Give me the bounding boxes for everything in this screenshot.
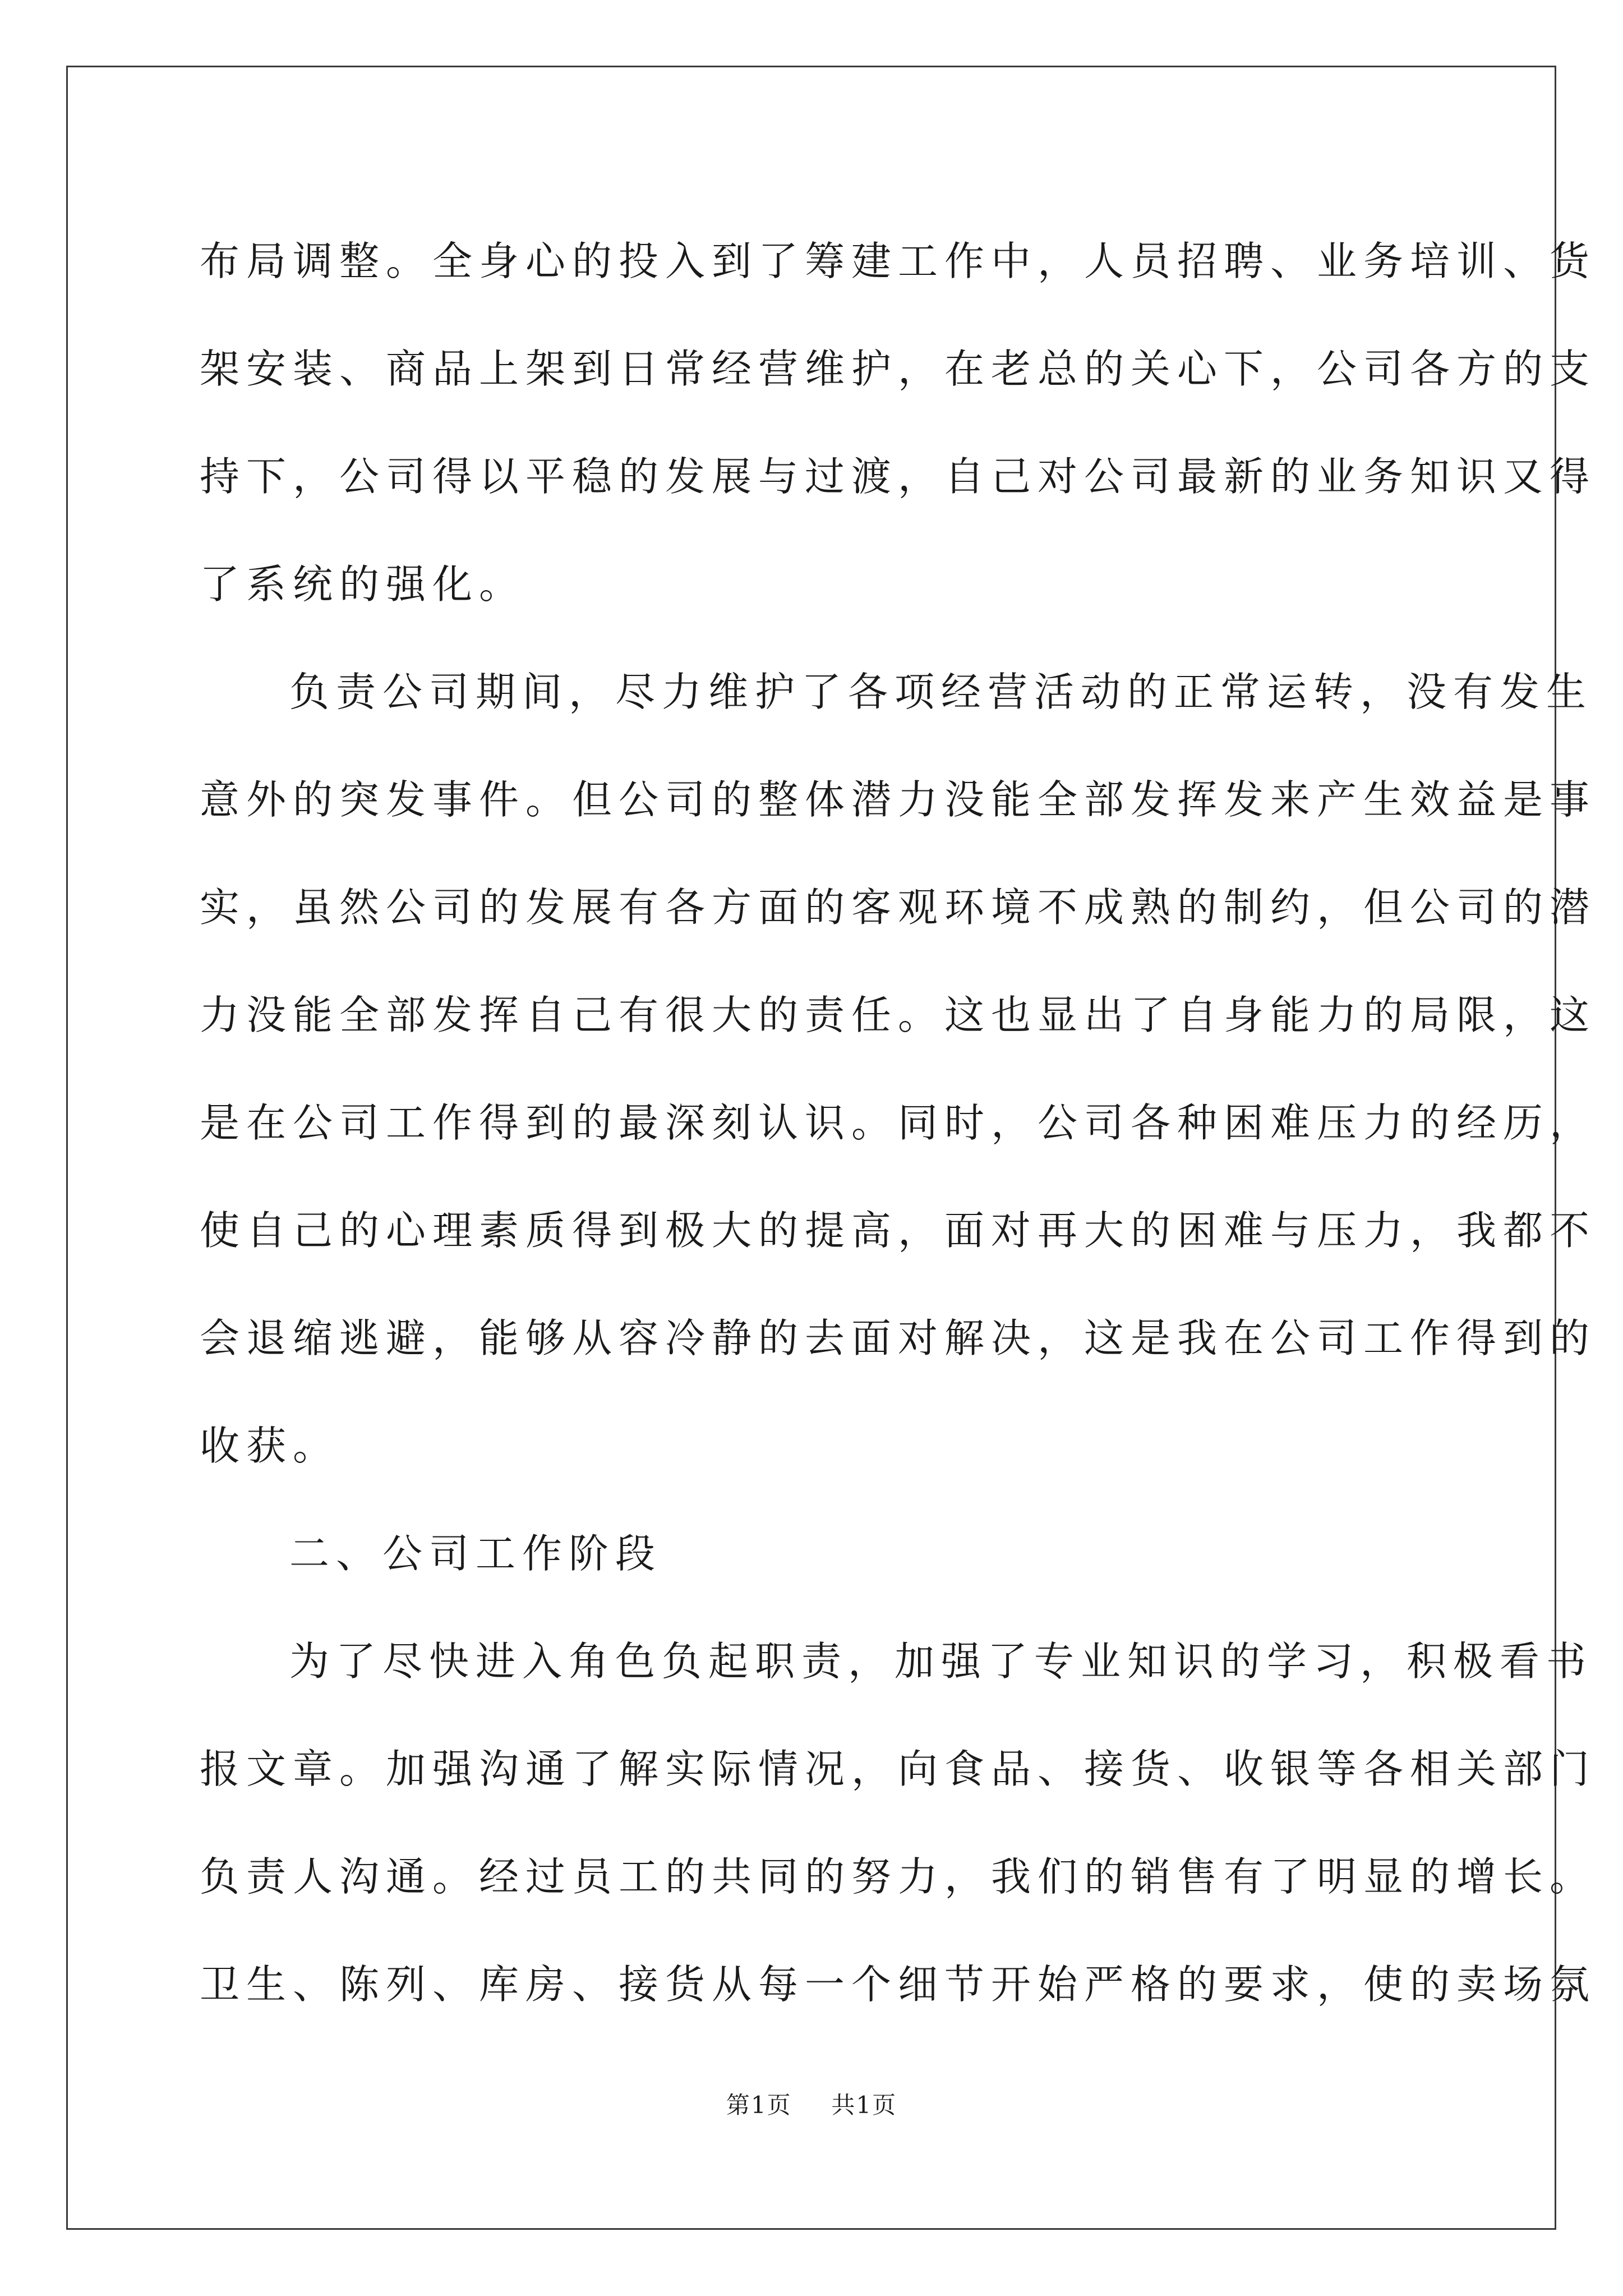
paragraph-3 [200,1608,1597,2039]
text-line: 使自己的心理素质得到极大的提高，面对再大的困难与压力，我都不 [200,1207,1597,1254]
paragraph-1 [200,208,1597,638]
text-line: 架安装、商品上架到日常经营维护，在老总的关心下，公司各方的支 [200,346,1597,392]
document-body [200,208,1597,2039]
text-line: 收获。 [200,1423,340,1469]
text-line: 二、公司工作阶段 [289,1530,662,1577]
paragraph-2 [200,638,1597,1500]
text-line: 了系统的强化。 [200,561,526,608]
text-line: 持下，公司得以平稳的发展与过渡，自己对公司最新的业务知识又得 [200,453,1597,500]
text-line: 布局调整。全身心的投入到了筹建工作中，人员招聘、业务培训、货 [200,238,1597,284]
text-line: 会退缩逃避，能够从容冷静的去面对解决，这是我在公司工作得到的 [200,1315,1597,1361]
page-number: 第1页 [726,2091,792,2119]
text-line: 为了尽快进入角色负起职责，加强了专业知识的学习，积极看书 [289,1638,1593,1685]
text-line: 负责人沟通。经过员工的共同的努力，我们的销售有了明显的增长。 [200,1853,1597,1900]
section-heading [200,1500,1436,1608]
page-footer [0,2087,1623,2120]
text-line: 卫生、陈列、库房、接货从每一个细节开始严格的要求，使的卖场氛 [200,1961,1597,2008]
text-line: 力没能全部发挥自己有很大的责任。这也显出了自身能力的局限，这 [200,992,1597,1038]
text-line: 是在公司工作得到的最深刻认识。同时，公司各种困难压力的经历， [200,1099,1597,1146]
text-line: 负责公司期间，尽力维护了各项经营活动的正常运转，没有发生 [289,669,1593,715]
text-line: 意外的突发事件。但公司的整体潜力没能全部发挥发来产生效益是事 [200,776,1597,823]
page-total: 共1页 [831,2091,897,2119]
text-line: 报文章。加强沟通了解实际情况，向食品、接货、收银等各相关部门 [200,1746,1597,1792]
text-line: 实，虽然公司的发展有各方面的客观环境不成熟的制约，但公司的潜 [200,884,1597,931]
